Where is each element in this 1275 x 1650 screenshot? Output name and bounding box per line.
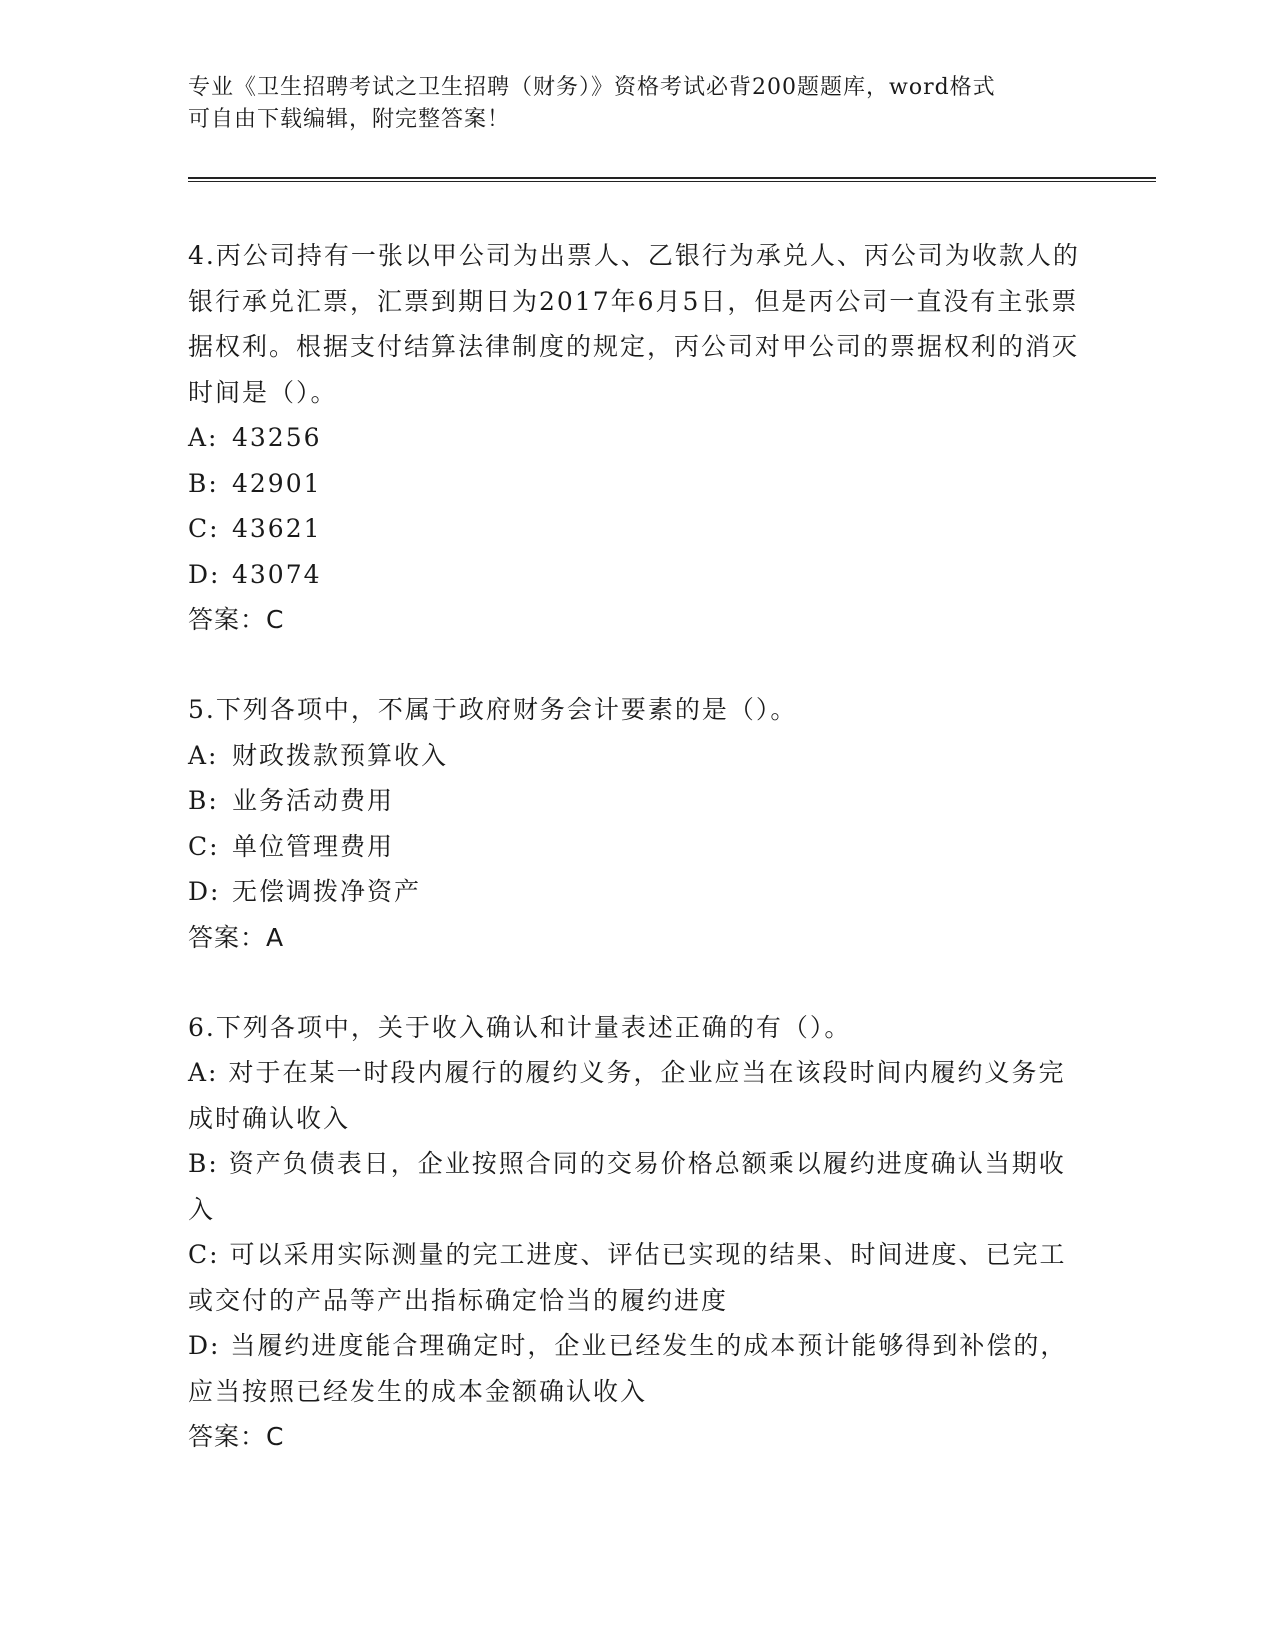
- question-list: [188, 233, 1088, 1504]
- option-letter: B:: [188, 786, 219, 815]
- option-text: 业务活动费用: [232, 786, 395, 815]
- answer-line: 答案：C: [188, 605, 285, 634]
- option-d: [188, 869, 1088, 915]
- question-text: 5.下列各项中，不属于政府财务会计要素的是（）。: [188, 695, 798, 724]
- option-letter: C:: [188, 1240, 220, 1269]
- option-text: 43256: [232, 423, 322, 452]
- option-a: [188, 733, 1088, 779]
- option-letter: D:: [188, 877, 221, 906]
- option-a: [188, 415, 1088, 461]
- option-letter: A:: [188, 740, 219, 770]
- question-6: [188, 1005, 1088, 1461]
- header-divider: [188, 177, 1156, 182]
- option-text: 可以采用实际测量的完工进度、评估已实现的结果、时间进度、已完工或交付的产品等产出指标确定恰当的履约进度: [188, 1240, 1067, 1315]
- header-title-line-2: 可自由下载编辑，附完整答案！: [188, 107, 511, 132]
- option-text: 43621: [232, 514, 322, 543]
- option-d: [188, 1323, 1088, 1414]
- option-c: [188, 824, 1088, 870]
- answer-line: 答案：C: [188, 1422, 285, 1451]
- option-letter: D:: [188, 559, 221, 589]
- option-letter: D:: [188, 1331, 221, 1360]
- option-text: 资产负债表日，企业按照合同的交易价格总额乘以履约进度确认当期收入: [188, 1149, 1066, 1224]
- option-text: 对于在某一时段内履行的履约义务，企业应当在该段时间内履约义务完成时确认收入: [188, 1058, 1066, 1133]
- answer-line: 答案：A: [188, 922, 285, 952]
- document-header: [188, 72, 1068, 136]
- option-b: [188, 461, 1088, 507]
- option-text: 43074: [232, 559, 322, 589]
- option-a: [188, 1050, 1088, 1141]
- option-c: [188, 506, 1088, 552]
- option-letter: C:: [188, 831, 220, 861]
- option-text: 当履约进度能合理确定时，企业已经发生的成本预计能够得到补偿的，应当按照已经发生的成本金额确认收入: [188, 1331, 1068, 1406]
- option-text: 无偿调拨净资产: [232, 877, 422, 906]
- option-b: [188, 778, 1088, 824]
- option-d: [188, 552, 1088, 598]
- option-b: [188, 1141, 1088, 1232]
- question-5: [188, 687, 1088, 961]
- option-text: 财政拨款预算收入: [232, 740, 449, 770]
- option-letter: B:: [188, 1149, 219, 1178]
- option-text: 单位管理费用: [232, 831, 395, 861]
- question-text: 4.丙公司持有一张以甲公司为出票人、乙银行为承兑人、丙公司为收款人的银行承兑汇票，汇票到期日为2017年6月5日，但是丙公司一直没有主张票据权利。根据支付结算法律制度的规定，丙公司对甲公司的票据权利的消灭时间是（）。: [188, 241, 1080, 407]
- option-text: 42901: [232, 468, 322, 498]
- question-text: 6.下列各项中，关于收入确认和计量表述正确的有（）。: [188, 1012, 852, 1042]
- question-4: [188, 233, 1088, 643]
- option-letter: A:: [188, 1058, 219, 1087]
- option-letter: C:: [188, 514, 220, 543]
- option-c: [188, 1232, 1088, 1323]
- option-letter: B:: [188, 468, 219, 498]
- header-title-line-1: 专业《卫生招聘考试之卫生招聘（财务）》资格考试必背200题题库，word格式: [188, 75, 996, 100]
- option-letter: A:: [188, 423, 219, 452]
